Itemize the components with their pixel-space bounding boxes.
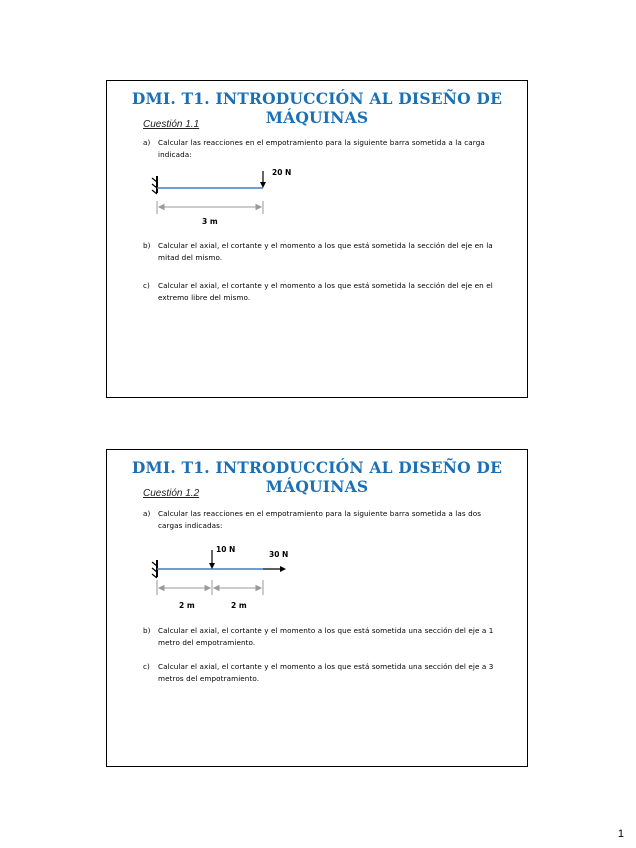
dimension-line	[157, 201, 263, 214]
force-arrow-down	[260, 171, 266, 188]
item-b	[143, 625, 498, 649]
title-line-1: DMI. T1. INTRODUCCIÓN AL DISEÑO DE	[131, 458, 503, 477]
item-a	[143, 137, 498, 161]
dimension-line	[157, 580, 263, 595]
item-c	[143, 280, 498, 304]
fixed-support-icon	[152, 176, 157, 194]
item-label: c)	[143, 281, 150, 290]
slide-cuestion-1-1	[106, 80, 528, 398]
force-label: 20 N	[272, 168, 292, 177]
title-line-2: MÁQUINAS	[265, 108, 369, 127]
item-text: Calcular el axial, el cortante y el momento a los que está sometida la sección del eje en el extremo libre del mismo.	[158, 281, 493, 302]
title-line-1: DMI. T1. INTRODUCCIÓN AL DISEÑO DE	[131, 89, 503, 108]
item-label: a)	[143, 138, 151, 147]
dimension2-label: 2 m	[231, 601, 247, 610]
item-label: b)	[143, 626, 151, 635]
item-label: c)	[143, 662, 150, 671]
item-text: Calcular el axial, el cortante y el momento a los que está sometida la sección del eje en la mitad del mismo.	[158, 241, 493, 262]
question-heading: Cuestión 1.2	[143, 488, 200, 499]
question-heading: Cuestión 1.1	[143, 119, 200, 130]
force1-label: 10 N	[216, 545, 236, 554]
slide-cuestion-1-2	[106, 449, 528, 767]
item-text: Calcular el axial, el cortante y el momento a los que está sometida una sección del eje a 1 metro del empotramiento.	[158, 626, 494, 647]
item-text: Calcular el axial, el cortante y el momento a los que está sometida una sección del eje a 3 metros del empotramiento.	[158, 662, 494, 683]
dimension-label: 3 m	[202, 217, 218, 226]
page-number: 1	[617, 828, 624, 840]
item-text: Calcular las reacciones en el empotramiento para la siguiente barra sometida a la carga indicada:	[158, 138, 485, 159]
item-text: Calcular las reacciones en el empotramiento para la siguiente barra sometida a las dos cargas indicadas:	[158, 509, 482, 530]
title-line-2: MÁQUINAS	[265, 477, 369, 496]
dimension1-label: 2 m	[179, 601, 195, 610]
force-arrow-right	[263, 566, 286, 572]
item-label: a)	[143, 509, 151, 518]
fixed-support-icon	[152, 560, 157, 578]
force2-label: 30 N	[269, 550, 289, 559]
item-label: b)	[143, 241, 151, 250]
item-c	[143, 661, 498, 685]
item-b	[143, 240, 498, 264]
force-arrow-down	[209, 550, 215, 569]
item-a	[143, 508, 498, 532]
